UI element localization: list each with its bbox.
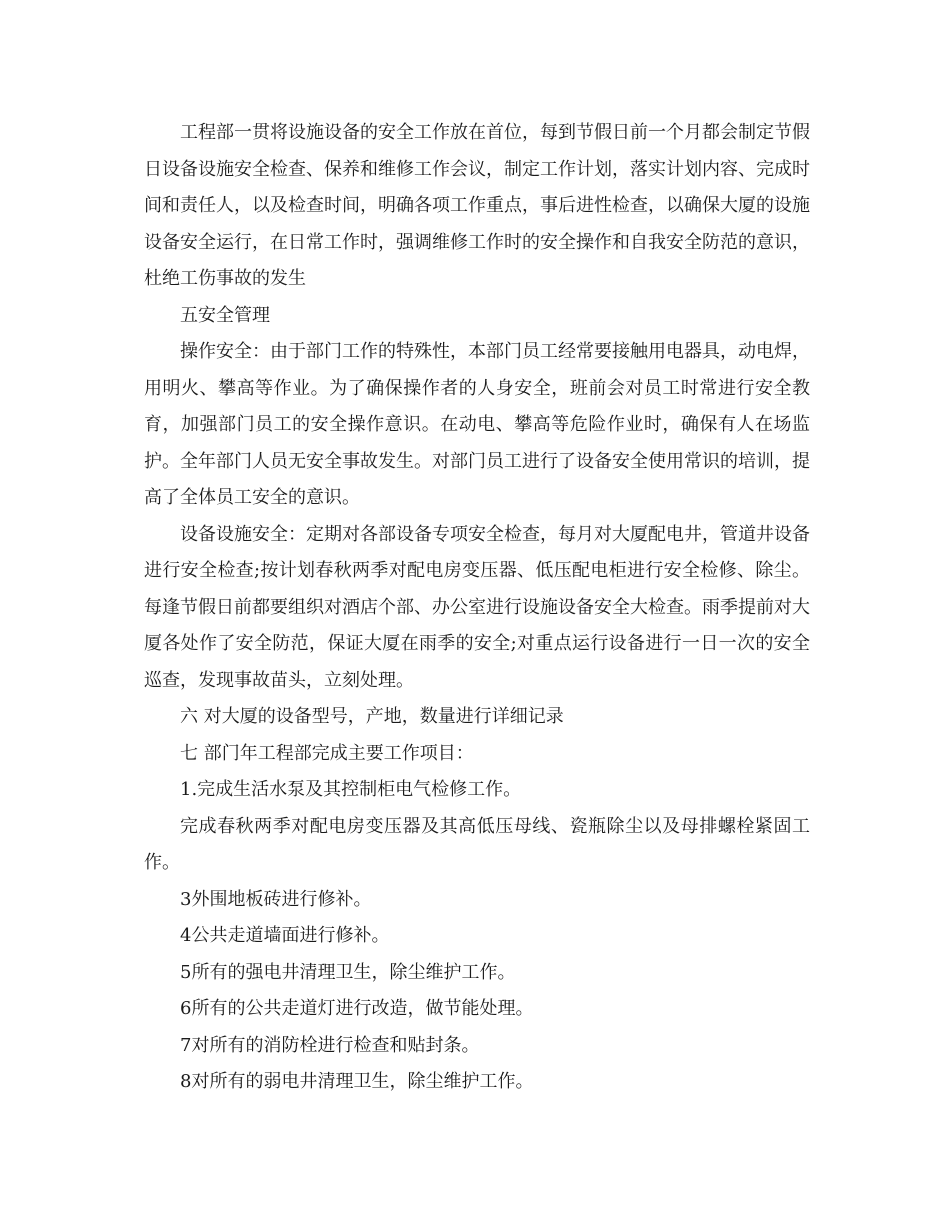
heading-safety-management: 五安全管理 bbox=[180, 304, 270, 326]
heading-equipment-records: 六 对大厦的设备型号，产地，数量进行详细记录 bbox=[180, 706, 564, 727]
list-item-3: 3外围地板砖进行修补。 bbox=[180, 888, 372, 910]
list-item-5: 5所有的强电井清理卫生，除尘维护工作。 bbox=[180, 961, 516, 983]
list-item-7: 7对所有的消防栓进行检查和贴封条。 bbox=[180, 1034, 480, 1056]
heading-main-work-items: 七 部门年工程部完成主要工作项目： bbox=[180, 742, 474, 764]
list-item-2: 完成春秋两季对配电房变压器及其高低压母线、瓷瓶除尘以及母排螺栓紧固工作。 bbox=[144, 815, 810, 873]
paragraph-equipment-safety: 设备设施安全：定期对各部设备专项安全检查，每月对大厦配电井，管道井设备进行安全检查;按计划春秋两季对配电房变压器、低压配电柜进行安全检修、除尘。每逢节假日前都要组织对酒店个部、办公室进行设施设备安全大检查。雨季提前对大厦各处作了安全防范，保证大厦在雨季的安全;对重点运行设备进行一日一次的安全巡查，发现事故苗头，立刻处理。 bbox=[144, 523, 810, 691]
document-body bbox=[144, 115, 810, 1101]
list-item-8: 8对所有的弱电井清理卫生，除尘维护工作。 bbox=[180, 1071, 534, 1092]
paragraph-operation-safety: 操作安全：由于部门工作的特殊性，本部门员工经常要接触用电器具，动电焊，用明火、攀高等作业。为了确保操作者的人身安全，班前会对员工时常进行安全教育，加强部门员工的安全操作意识。在动电、攀高等危险作业时，确保有人在场监护。全年部门人员无安全事故发生。对部门员工进行了设备安全使用常识的培训，提高了全体员工安全的意识。 bbox=[144, 341, 810, 508]
list-item-4: 4公共走道墙面进行修补。 bbox=[180, 925, 390, 946]
paragraph-safety-priority: 工程部一贯将设施设备的安全工作放在首位，每到节假日前一个月都会制定节假日设备设施安全检查、保养和维修工作会议，制定工作计划，落实计划内容、完成时间和责任人，以及检查时间，明确各项工作重点，事后进性检查，以确保大厦的设施设备安全运行，在日常工作时，强调维修工作时的安全操作和自我安全防范的意识，杜绝工伤事故的发生 bbox=[144, 122, 810, 289]
list-item-6: 6所有的公共走道灯进行改造，做节能处理。 bbox=[180, 998, 534, 1019]
list-item-1: 1.完成生活水泵及其控制柜电气检修工作。 bbox=[180, 779, 522, 800]
